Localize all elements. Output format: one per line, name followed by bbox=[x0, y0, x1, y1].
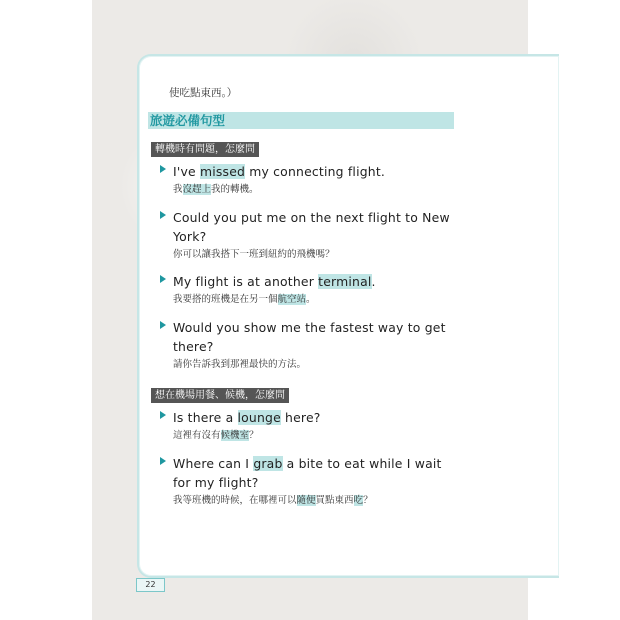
english-sentence: I've missed my connecting flight. bbox=[173, 164, 386, 179]
english-sentence: Where can I grab a bite to eat while I wait for my flight? bbox=[173, 456, 442, 490]
triangle-bullet-icon bbox=[160, 411, 166, 419]
english-sentence: Is there a lounge here? bbox=[173, 410, 321, 425]
triangle-bullet-icon bbox=[160, 321, 166, 329]
triangle-bullet-icon bbox=[160, 457, 166, 465]
sentence-item bbox=[160, 408, 460, 443]
section-title: 旅遊必備句型 bbox=[150, 113, 226, 128]
chinese-translation: 我要搭的班機是在另一個航空站。 bbox=[173, 294, 316, 305]
triangle-bullet-icon bbox=[160, 165, 166, 173]
chinese-translation: 這裡有沒有候機室？ bbox=[173, 430, 259, 441]
sentence-item bbox=[160, 162, 460, 197]
english-sentence: Would you show me the fastest way to get there? bbox=[173, 320, 446, 354]
subsection-tag: 轉機時有問題，怎麼問 bbox=[151, 142, 259, 157]
sentence-item bbox=[160, 454, 460, 508]
sentence-item bbox=[160, 272, 460, 307]
english-sentence: Could you put me on the next flight to New York? bbox=[173, 210, 450, 244]
chinese-translation: 我沒趕上我的轉機。 bbox=[173, 184, 259, 195]
previous-text-tail: 使吃點東西。） bbox=[169, 87, 238, 99]
english-sentence: My flight is at another terminal. bbox=[173, 274, 376, 289]
sentence-item bbox=[160, 318, 460, 372]
chinese-translation: 你可以讓我搭下一班到紐約的飛機嗎？ bbox=[173, 249, 335, 260]
subsection-tag: 想在機場用餐、候機，怎麼問 bbox=[151, 388, 289, 403]
page-number: 22 bbox=[136, 578, 165, 592]
chinese-translation: 請你告訴我到那裡最快的方法。 bbox=[173, 359, 307, 370]
chinese-translation: 我等班機的時候，在哪裡可以隨便買點東西吃？ bbox=[173, 495, 373, 506]
sentence-item bbox=[160, 208, 460, 262]
triangle-bullet-icon bbox=[160, 275, 166, 283]
triangle-bullet-icon bbox=[160, 211, 166, 219]
